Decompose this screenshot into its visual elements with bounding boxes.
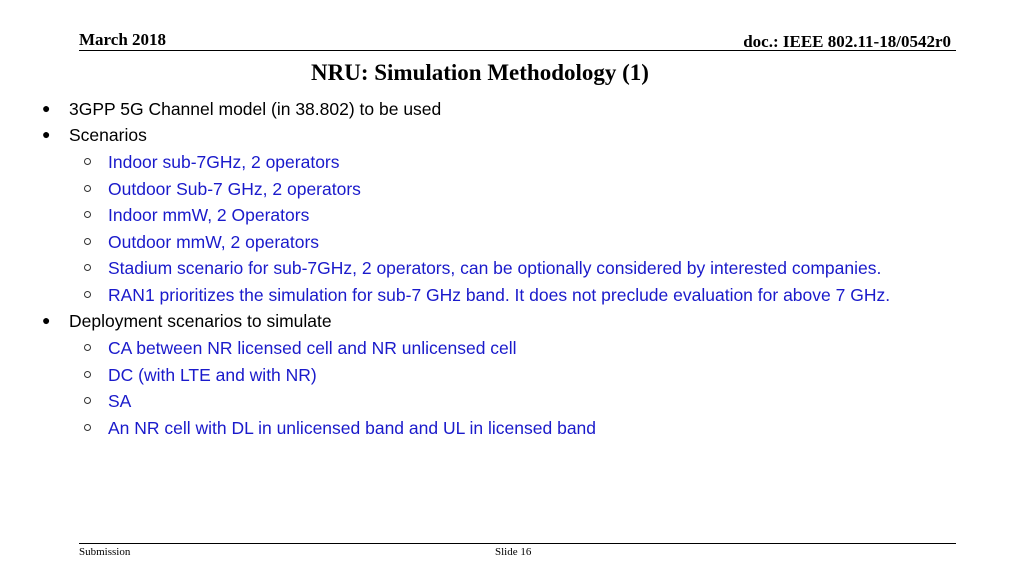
bullet-ring-icon <box>84 158 91 165</box>
list-item: SA <box>108 391 132 411</box>
bullet-ring-icon <box>84 397 91 404</box>
list-item: CA between NR licensed cell and NR unlicensed cell <box>108 338 517 358</box>
list-item: RAN1 prioritizes the simulation for sub-7 GHz band. It does not preclude evaluation for above 7 GHz. <box>108 285 891 305</box>
bullet-ring-icon <box>84 238 91 245</box>
list-item: Indoor mmW, 2 Operators <box>108 205 310 225</box>
list-item: Scenarios <box>69 125 147 145</box>
list-item: Outdoor Sub-7 GHz, 2 operators <box>108 179 361 199</box>
bullet-ring-icon <box>84 344 91 351</box>
bullet-dot-icon: ● <box>42 312 51 328</box>
bullet-ring-icon <box>84 291 91 298</box>
list-item: Indoor sub-7GHz, 2 operators <box>108 152 340 172</box>
bullet-dot-icon: ● <box>42 126 51 142</box>
bullet-ring-icon <box>84 211 91 218</box>
header-date: March 2018 <box>79 30 167 49</box>
header-doc-id: doc.: IEEE 802.11-18/0542r0 <box>743 32 951 51</box>
list-item: Deployment scenarios to simulate <box>69 311 332 331</box>
list-item: Stadium scenario for sub-7GHz, 2 operators, can be optionally considered by interested companies. <box>108 258 882 278</box>
list-item: An NR cell with DL in unlicensed band and UL in licensed band <box>108 418 597 438</box>
footer-slide-number: Slide 16 <box>495 546 532 558</box>
bullet-ring-icon <box>84 371 91 378</box>
bullet-dot-icon: ● <box>42 100 51 116</box>
bullet-ring-icon <box>84 185 91 192</box>
footer-rule <box>79 543 956 544</box>
list-item: Outdoor mmW, 2 operators <box>108 232 320 252</box>
list-item: 3GPP 5G Channel model (in 38.802) to be used <box>69 99 442 119</box>
bullet-ring-icon <box>84 264 91 271</box>
header-rule <box>79 50 956 51</box>
bullet-ring-icon <box>84 424 91 431</box>
slide-title: NRU: Simulation Methodology (1) <box>311 60 649 85</box>
footer-submission: Submission <box>79 546 131 558</box>
list-item: DC (with LTE and with NR) <box>108 365 317 385</box>
